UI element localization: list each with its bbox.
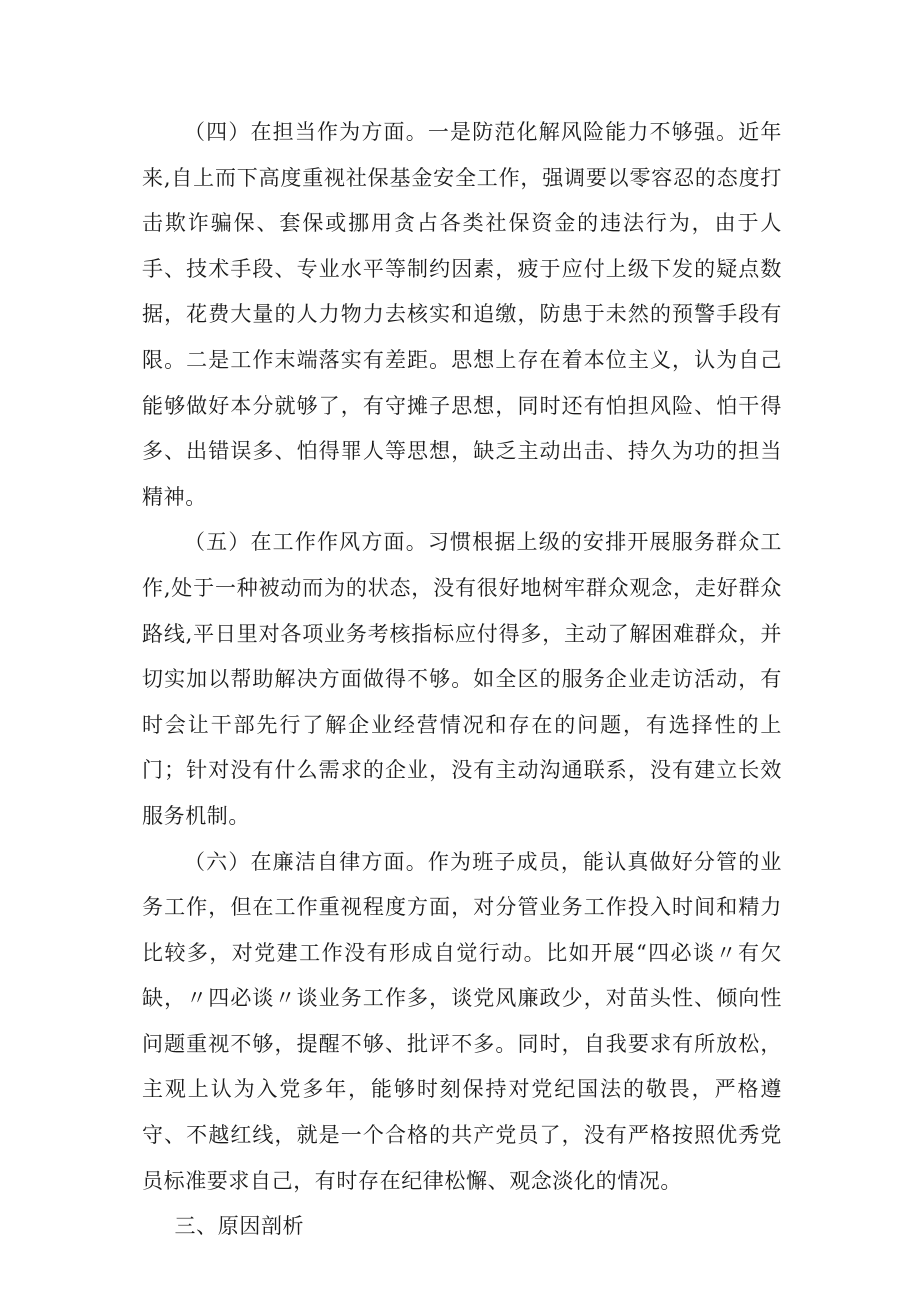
- document-page: [142, 110, 782, 1250]
- paragraph-work-style: （五）在工作作风方面。习惯根据上级的安排开展服务群众工作,处于一种被动而为的状态，没有很好地树牢群众观念，走好群众路线,平日里对各项业务考核指标应付得多，主动了解困难群众，并切实加以帮助解决方面做得不够。如全区的服务企业走访活动，有时会让干部先行了解企业经营情况和存在的问题，有选择性的上门；针对没有什么需求的企业，没有主动沟通联系，没有建立长效服务机制。: [142, 530, 782, 828]
- paragraph-responsibility: （四）在担当作为方面。一是防范化解风险能力不够强。近年来,自上而下高度重视社保基金安全工作，强调要以零容忍的态度打击欺诈骗保、套保或挪用贪占各类社保资金的违法行为，由于人手、技术手段、专业水平等制约因素，疲于应付上级下发的疑点数据，花费大量的人力物力去核实和追缴，防患于未然的预警手段有限。二是工作末端落实有差距。思想上存在着本位主义，认为自己能够做好本分就够了，有守摊子思想，同时还有怕担风险、怕干得多、出错误多、怕得罪人等思想，缺乏主动出击、持久为功的担当精神。: [142, 120, 782, 509]
- section-heading-cause-analysis: 三、原因剖析: [174, 1214, 305, 1239]
- paragraph-integrity: （六）在廉洁自律方面。作为班子成员，能认真做好分管的业务工作，但在工作重视程度方面，对分管业务工作投入时间和精力比较多，对党建工作没有形成自觉行动。比如开展“四必谈〃有欠缺，〃四必谈〃谈业务工作多，谈党风廉政少，对苗头性、倾向性问题重视不够，提醒不够、批评不多。同时，自我要求有所放松，主观上认为入党多年，能够时刻保持对党纪国法的敬畏，严格遵守、不越红线，就是一个合格的共产党员了，没有严格按照优秀党员标准要求自己，有时存在纪律松懈、观念淡化的情况。: [142, 849, 782, 1193]
